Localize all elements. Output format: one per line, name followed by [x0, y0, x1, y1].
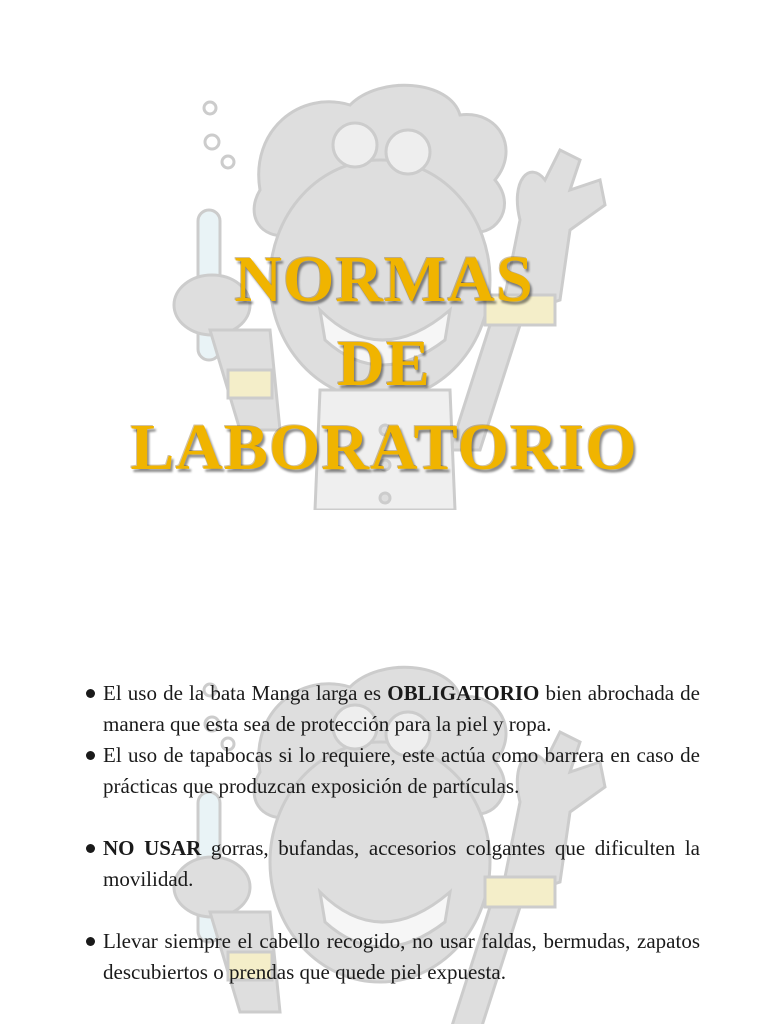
title-line-1: NORMAS: [234, 243, 534, 316]
bullet-text: El uso de tapabocas si lo requiere, este actúa como barrera en caso de prácticas que produzcan exposición de partículas.: [103, 743, 700, 798]
rules-slide: [0, 512, 768, 1024]
list-item: [84, 926, 700, 988]
title-line-2: DE: [337, 327, 431, 400]
bullet-text: El uso de la bata Manga larga es: [103, 681, 388, 705]
bullet-text: bien abrochada de manera que esta sea de protección para la piel y ropa.: [103, 681, 700, 736]
bullet-text: gorras, bufandas, accesorios colgantes que dificulten la movilidad.: [103, 836, 700, 891]
title-line-3: LABORATORIO: [130, 411, 638, 484]
bullet-bold-text: OBLIGATORIO: [387, 681, 540, 705]
bullet-bold-text: NO USAR: [103, 836, 202, 860]
slide-title: [0, 238, 768, 490]
list-item: [84, 678, 700, 740]
list-item: [84, 833, 700, 895]
bullet-text: Llevar siempre el cabello recogido, no usar faldas, bermudas, zapatos descubiertos o prendas que quede piel expuesta.: [103, 929, 700, 984]
rules-list: [84, 678, 700, 988]
list-item: [84, 740, 700, 802]
